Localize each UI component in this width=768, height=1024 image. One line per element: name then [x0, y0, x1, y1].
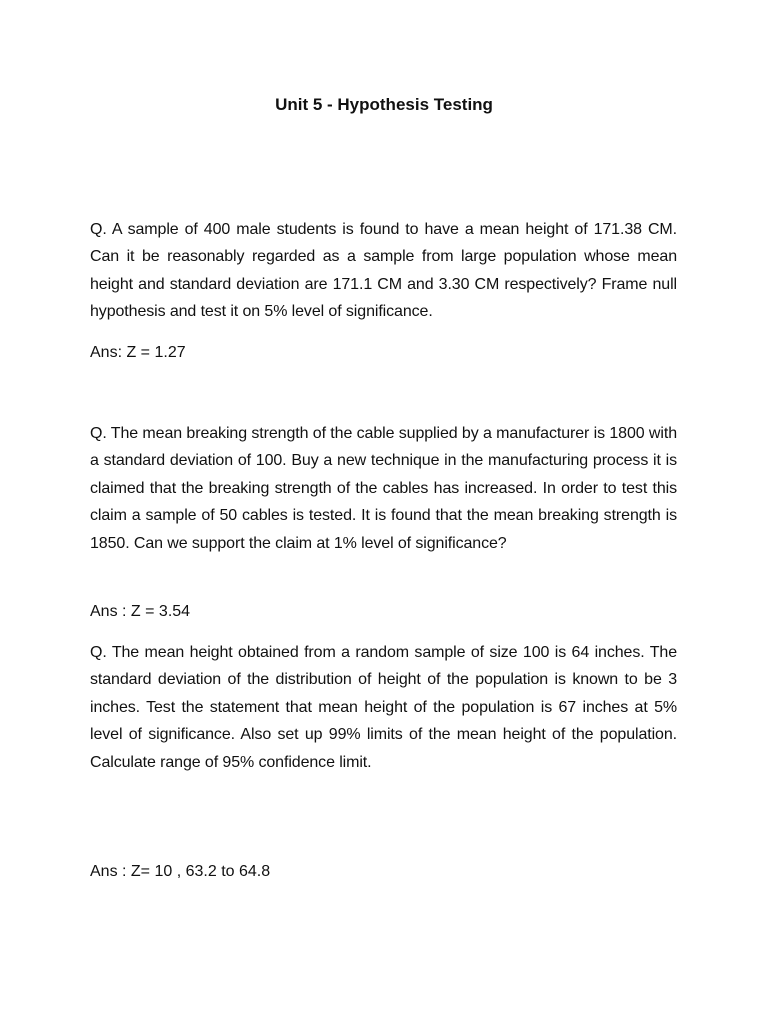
question-1: Q. A sample of 400 male students is found to have a mean height of 171.38 CM. Can it be reasonably regarded as a sample from large population whose mean height and standard deviation are 171.1 CM and 3.30 CM respectively? Frame null hypothesis and test it on 5% level of significance. [90, 221, 677, 321]
answer-2: Ans : Z = 3.54 [90, 603, 191, 620]
question-3: Q. The mean height obtained from a random sample of size 100 is 64 inches. The standard deviation of the distribution of height of the population is known to be 3 inches. Test the statement that mean height of the population is 67 inches at 5% level of significance. Also set up 99% limits of the mean height of the population. Calculate range of 95% confidence limit. [90, 644, 677, 771]
document-title: Unit 5 - Hypothesis Testing [275, 95, 493, 114]
answer-1: Ans: Z = 1.27 [90, 344, 186, 361]
answer-3: Ans : Z= 10 , 63.2 to 64.8 [90, 863, 271, 880]
question-2: Q. The mean breaking strength of the cable supplied by a manufacturer is 1800 with a standard deviation of 100. Buy a new technique in the manufacturing process it is claimed that the breaking strength of the cables has increased. In order to test this claim a sample of 50 cables is tested. It is found that the mean breaking strength is 1850. Can we support the claim at 1% level of significance? [90, 425, 677, 552]
